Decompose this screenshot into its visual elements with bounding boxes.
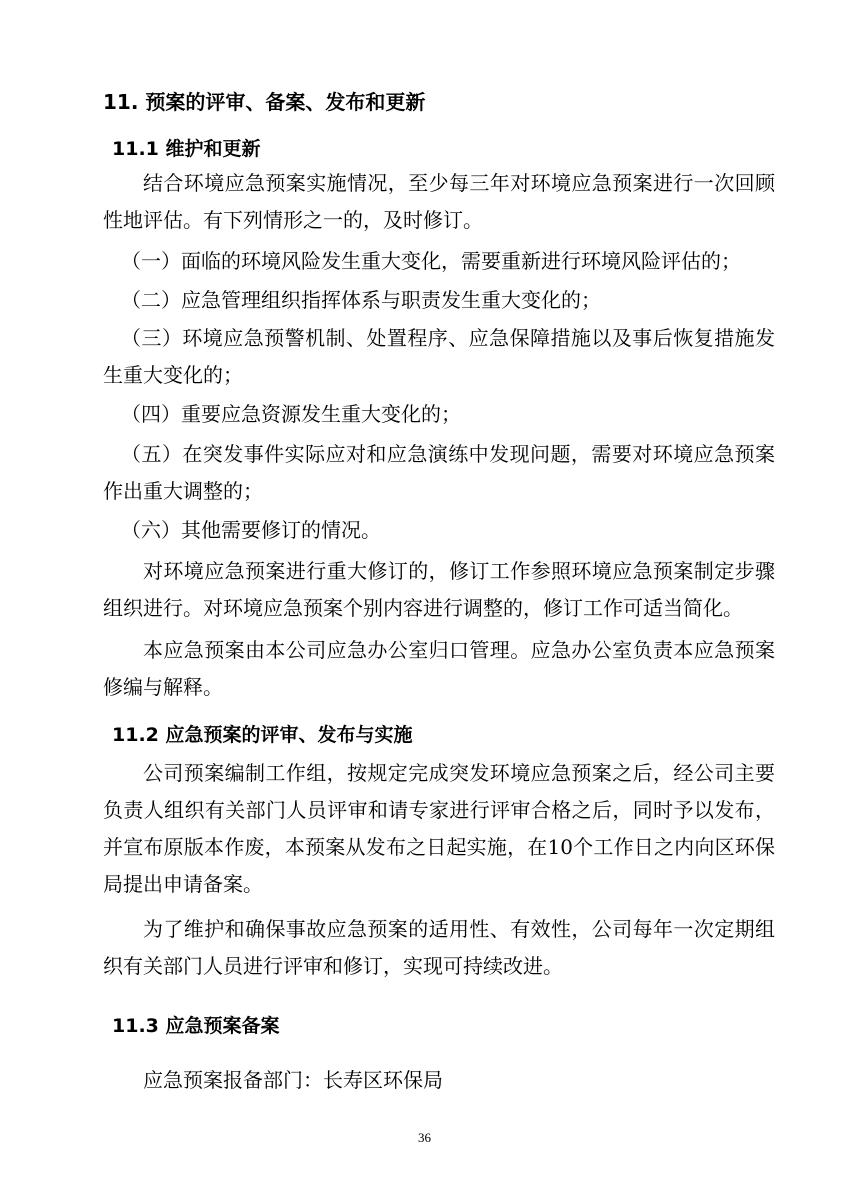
subsection-heading-maintenance: 11.1 维护和更新 [112, 138, 261, 160]
section-heading: 11. 预案的评审、备案、发布和更新 [103, 90, 426, 114]
list-item: （一）面临的环境风险发生重大变化，需要重新进行环境风险评估的； [121, 249, 741, 273]
list-item: （六）其他需要修订的情况。 [121, 518, 381, 542]
paragraph-periodic-review: 为了维护和确保事故应急预案的适用性、有效性，公司每年一次定期组织有关部门人员进行评审和修订，实现可持续改进。 [103, 917, 775, 978]
subsection-heading-filing: 11.3 应急预案备案 [112, 1015, 280, 1037]
subsection-heading-review-release: 11.2 应急预案的评审、发布与实施 [112, 724, 413, 746]
page-number: 36 [418, 1130, 431, 1145]
list-item: （四）重要应急资源发生重大变化的； [121, 402, 461, 426]
paragraph-maintenance-intro: 结合环境应急预案实施情况，至少每三年对环境应急预案进行一次回顾性地评估。有下列情形之一的，及时修订。 [103, 171, 775, 232]
paragraph-release-procedure: 公司预案编制工作组，按规定完成突发环境应急预案之后，经公司主要负责人组织有关部门人员评审和请专家进行评审合格之后，同时予以发布，并宣布原版本作废，本预案从发布之日起实施，在10个工作日之内向区环保局提出申请备案。 [103, 761, 775, 896]
list-item: （二）应急管理组织指挥体系与职责发生重大变化的； [121, 288, 601, 312]
paragraph-filing-department: 应急预案报备部门：长寿区环保局 [143, 1068, 443, 1092]
paragraph-office-management: 本应急预案由本公司应急办公室归口管理。应急办公室负责本应急预案修编与解释。 [103, 638, 775, 699]
list-item: （五）在突发事件实际应对和应急演练中发现问题，需要对环境应急预案作出重大调整的； [103, 442, 775, 503]
paragraph-major-revision: 对环境应急预案进行重大修订的，修订工作参照环境应急预案制定步骤组织进行。对环境应急预案个别内容进行调整的，修订工作可适当简化。 [103, 559, 775, 620]
list-item: （三）环境应急预警机制、处置程序、应急保障措施以及事后恢复措施发生重大变化的； [103, 326, 775, 387]
